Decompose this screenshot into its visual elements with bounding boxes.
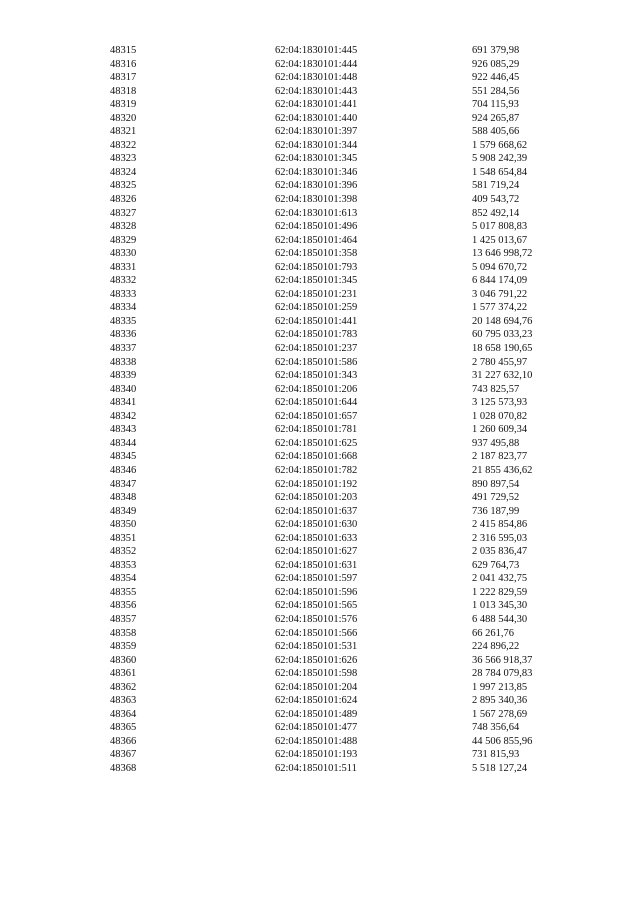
table-row <box>0 478 640 492</box>
table-row <box>0 721 640 735</box>
cadastral-value-cell: 1 425 013,67 <box>472 234 528 246</box>
table-row <box>0 207 640 221</box>
cadastral-number-cell: 62:04:1830101:344 <box>275 139 358 151</box>
cadastral-number-cell: 62:04:1850101:531 <box>275 641 358 653</box>
row-number-cell: 48348 <box>110 492 137 504</box>
table-row <box>0 342 640 356</box>
table-row <box>0 586 640 600</box>
table-row <box>0 234 640 248</box>
cadastral-number-cell: 62:04:1850101:192 <box>275 478 358 490</box>
row-number-cell: 48347 <box>110 478 137 490</box>
cadastral-number-cell: 62:04:1850101:783 <box>275 329 358 341</box>
row-number-cell: 48344 <box>110 437 137 449</box>
row-number-cell: 48336 <box>110 329 137 341</box>
cadastral-number-cell: 62:04:1850101:631 <box>275 559 358 571</box>
row-number-cell: 48364 <box>110 708 137 720</box>
table-row <box>0 288 640 302</box>
cadastral-value-cell: 491 729,52 <box>472 492 520 504</box>
table-row <box>0 667 640 681</box>
cadastral-number-cell: 62:04:1850101:565 <box>275 600 358 612</box>
row-number-cell: 48318 <box>110 85 137 97</box>
cadastral-number-cell: 62:04:1850101:586 <box>275 356 358 368</box>
table-row <box>0 627 640 641</box>
cadastral-value-cell: 13 646 998,72 <box>472 248 533 260</box>
cadastral-number-cell: 62:04:1850101:345 <box>275 275 358 287</box>
cadastral-value-cell: 44 506 855,96 <box>472 735 533 747</box>
cadastral-value-cell: 6 844 174,09 <box>472 275 528 287</box>
table-row <box>0 152 640 166</box>
table-row <box>0 166 640 180</box>
row-number-cell: 48355 <box>110 586 137 598</box>
row-number-cell: 48341 <box>110 397 137 409</box>
table-row <box>0 559 640 573</box>
cadastral-number-cell: 62:04:1830101:346 <box>275 166 358 178</box>
cadastral-value-cell: 409 543,72 <box>472 194 520 206</box>
table-row <box>0 112 640 126</box>
cadastral-value-cell: 2 316 595,03 <box>472 532 528 544</box>
cadastral-value-cell: 852 492,14 <box>472 207 520 219</box>
table-row <box>0 681 640 695</box>
table-row <box>0 708 640 722</box>
cadastral-number-cell: 62:04:1850101:566 <box>275 627 358 639</box>
row-number-cell: 48361 <box>110 668 137 680</box>
row-number-cell: 48323 <box>110 153 137 165</box>
cadastral-number-cell: 62:04:1850101:624 <box>275 695 358 707</box>
cadastral-number-cell: 62:04:1850101:637 <box>275 505 358 517</box>
table-row <box>0 694 640 708</box>
table-row <box>0 261 640 275</box>
table-row <box>0 193 640 207</box>
table-row <box>0 125 640 139</box>
cadastral-value-cell: 937 495,88 <box>472 437 520 449</box>
cadastral-value-cell: 224 896,22 <box>472 641 520 653</box>
cadastral-number-cell: 62:04:1830101:440 <box>275 112 358 124</box>
table-row <box>0 274 640 288</box>
table-row <box>0 383 640 397</box>
table-row <box>0 423 640 437</box>
row-number-cell: 48315 <box>110 45 137 56</box>
row-number-cell: 48368 <box>110 762 137 774</box>
row-number-cell: 48358 <box>110 627 137 639</box>
table-row <box>0 71 640 85</box>
cadastral-value-cell: 1 028 070,82 <box>472 410 528 422</box>
row-number-cell: 48317 <box>110 72 137 84</box>
cadastral-number-cell: 62:04:1830101:396 <box>275 180 358 192</box>
cadastral-number-cell: 62:04:1850101:204 <box>275 681 358 693</box>
row-number-cell: 48338 <box>110 356 137 368</box>
cadastral-value-cell: 31 227 632,10 <box>472 370 533 382</box>
cadastral-number-cell: 62:04:1850101:488 <box>275 735 358 747</box>
cadastral-value-cell: 2 035 836,47 <box>472 546 528 558</box>
cadastral-number-cell: 62:04:1850101:627 <box>275 546 358 558</box>
table-row <box>0 98 640 112</box>
cadastral-number-cell: 62:04:1850101:511 <box>275 762 357 774</box>
row-number-cell: 48343 <box>110 424 137 436</box>
cadastral-value-cell: 691 379,98 <box>472 45 520 56</box>
cadastral-value-cell: 1 997 213,85 <box>472 681 528 693</box>
row-number-cell: 48349 <box>110 505 137 517</box>
cadastral-value-cell: 743 825,57 <box>472 383 520 395</box>
row-number-cell: 48362 <box>110 681 137 693</box>
row-number-cell: 48345 <box>110 451 137 463</box>
cadastral-value-cell: 629 764,73 <box>472 559 520 571</box>
cadastral-value-cell: 2 780 455,97 <box>472 356 528 368</box>
cadastral-value-cell: 1 260 609,34 <box>472 424 528 436</box>
table-row <box>0 396 640 410</box>
table-row <box>0 545 640 559</box>
cadastral-value-cell: 704 115,93 <box>472 99 519 111</box>
cadastral-number-cell: 62:04:1850101:237 <box>275 343 358 355</box>
cadastral-value-cell: 890 897,54 <box>472 478 520 490</box>
cadastral-value-cell: 1 222 829,59 <box>472 586 528 598</box>
row-number-cell: 48360 <box>110 654 137 666</box>
cadastral-value-cell: 1 567 278,69 <box>472 708 528 720</box>
row-number-cell: 48320 <box>110 112 137 124</box>
cadastral-number-cell: 62:04:1850101:441 <box>275 315 358 327</box>
row-number-cell: 48329 <box>110 234 137 246</box>
cadastral-value-cell: 6 488 544,30 <box>472 613 528 625</box>
cadastral-number-cell: 62:04:1830101:445 <box>275 45 358 56</box>
cadastral-number-cell: 62:04:1850101:630 <box>275 519 358 531</box>
cadastral-number-cell: 62:04:1850101:598 <box>275 668 358 680</box>
cadastral-value-cell: 5 518 127,24 <box>472 762 528 774</box>
table-row <box>0 613 640 627</box>
table-row <box>0 654 640 668</box>
cadastral-value-cell: 60 795 033,23 <box>472 329 533 341</box>
cadastral-number-cell: 62:04:1850101:657 <box>275 410 358 422</box>
cadastral-number-cell: 62:04:1850101:597 <box>275 573 358 585</box>
table-row <box>0 518 640 532</box>
row-number-cell: 48324 <box>110 166 137 178</box>
table-row <box>0 491 640 505</box>
cadastral-number-cell: 62:04:1850101:464 <box>275 234 358 246</box>
cadastral-value-cell: 926 085,29 <box>472 58 520 70</box>
cadastral-value-cell: 2 187 823,77 <box>472 451 528 463</box>
table-row <box>0 139 640 153</box>
cadastral-number-cell: 62:04:1850101:259 <box>275 302 358 314</box>
table-row <box>0 450 640 464</box>
cadastral-value-cell: 922 446,45 <box>472 72 520 84</box>
cadastral-value-cell: 66 261,76 <box>472 627 514 639</box>
row-number-cell: 48332 <box>110 275 137 287</box>
row-number-cell: 48327 <box>110 207 137 219</box>
cadastral-value-cell: 1 577 374,22 <box>472 302 528 314</box>
cadastral-number-cell: 62:04:1850101:633 <box>275 532 358 544</box>
row-number-cell: 48359 <box>110 641 137 653</box>
cadastral-value-table <box>0 44 640 776</box>
row-number-cell: 48350 <box>110 519 137 531</box>
cadastral-value-cell: 1 579 668,62 <box>472 139 528 151</box>
cadastral-number-cell: 62:04:1830101:398 <box>275 194 358 206</box>
table-row <box>0 437 640 451</box>
table-row <box>0 762 640 776</box>
table-row <box>0 85 640 99</box>
cadastral-number-cell: 62:04:1850101:596 <box>275 586 358 598</box>
row-number-cell: 48356 <box>110 600 137 612</box>
cadastral-value-cell: 581 719,24 <box>472 180 520 192</box>
cadastral-value-cell: 2 041 432,75 <box>472 573 528 585</box>
row-number-cell: 48365 <box>110 722 137 734</box>
cadastral-value-cell: 2 415 854,86 <box>472 519 528 531</box>
table-row <box>0 599 640 613</box>
cadastral-number-cell: 62:04:1830101:448 <box>275 72 358 84</box>
cadastral-value-cell: 20 148 694,76 <box>472 315 533 327</box>
cadastral-number-cell: 62:04:1830101:443 <box>275 85 358 97</box>
row-number-cell: 48331 <box>110 261 137 273</box>
cadastral-number-cell: 62:04:1850101:782 <box>275 464 358 476</box>
cadastral-number-cell: 62:04:1850101:489 <box>275 708 358 720</box>
cadastral-value-cell: 21 855 436,62 <box>472 464 533 476</box>
cadastral-number-cell: 62:04:1850101:781 <box>275 424 358 436</box>
cadastral-number-cell: 62:04:1850101:231 <box>275 288 358 300</box>
table-row <box>0 748 640 762</box>
table-row <box>0 572 640 586</box>
row-number-cell: 48325 <box>110 180 137 192</box>
cadastral-number-cell: 62:04:1850101:644 <box>275 397 358 409</box>
table-row <box>0 328 640 342</box>
row-number-cell: 48334 <box>110 302 137 314</box>
row-number-cell: 48319 <box>110 99 137 111</box>
table-row <box>0 464 640 478</box>
row-number-cell: 48346 <box>110 464 137 476</box>
row-number-cell: 48363 <box>110 695 137 707</box>
cadastral-value-cell: 748 356,64 <box>472 722 520 734</box>
table-row <box>0 44 640 58</box>
row-number-cell: 48366 <box>110 735 137 747</box>
cadastral-value-cell: 5 017 808,83 <box>472 221 528 233</box>
cadastral-number-cell: 62:04:1850101:576 <box>275 613 358 625</box>
row-number-cell: 48322 <box>110 139 137 151</box>
cadastral-number-cell: 62:04:1850101:625 <box>275 437 358 449</box>
cadastral-number-cell: 62:04:1850101:626 <box>275 654 358 666</box>
cadastral-value-cell: 5 908 242,39 <box>472 153 528 165</box>
table-row <box>0 369 640 383</box>
table-row <box>0 315 640 329</box>
table-row <box>0 532 640 546</box>
row-number-cell: 48328 <box>110 221 137 233</box>
cadastral-number-cell: 62:04:1830101:441 <box>275 99 358 111</box>
cadastral-number-cell: 62:04:1850101:343 <box>275 370 358 382</box>
table-row <box>0 735 640 749</box>
cadastral-value-cell: 2 895 340,36 <box>472 695 528 707</box>
cadastral-number-cell: 62:04:1850101:496 <box>275 221 358 233</box>
row-number-cell: 48337 <box>110 343 137 355</box>
cadastral-number-cell: 62:04:1850101:193 <box>275 749 358 761</box>
table-row <box>0 58 640 72</box>
table-row <box>0 247 640 261</box>
cadastral-value-cell: 36 566 918,37 <box>472 654 533 666</box>
row-number-cell: 48316 <box>110 58 137 70</box>
row-number-cell: 48321 <box>110 126 137 138</box>
table-row <box>0 505 640 519</box>
table-row <box>0 640 640 654</box>
row-number-cell: 48357 <box>110 613 137 625</box>
row-number-cell: 48339 <box>110 370 137 382</box>
cadastral-value-cell: 588 405,66 <box>472 126 520 138</box>
table-row <box>0 356 640 370</box>
cadastral-number-cell: 62:04:1830101:345 <box>275 153 358 165</box>
row-number-cell: 48351 <box>110 532 137 544</box>
cadastral-value-cell: 924 265,87 <box>472 112 520 124</box>
cadastral-number-cell: 62:04:1830101:444 <box>275 58 358 70</box>
cadastral-number-cell: 62:04:1850101:793 <box>275 261 358 273</box>
cadastral-value-cell: 736 187,99 <box>472 505 520 517</box>
cadastral-number-cell: 62:04:1850101:206 <box>275 383 358 395</box>
table-row <box>0 410 640 424</box>
table-row <box>0 301 640 315</box>
cadastral-value-cell: 5 094 670,72 <box>472 261 528 273</box>
row-number-cell: 48340 <box>110 383 137 395</box>
row-number-cell: 48342 <box>110 410 137 422</box>
row-number-cell: 48367 <box>110 749 137 761</box>
cadastral-number-cell: 62:04:1850101:668 <box>275 451 358 463</box>
cadastral-number-cell: 62:04:1830101:397 <box>275 126 358 138</box>
cadastral-value-cell: 551 284,56 <box>472 85 520 97</box>
row-number-cell: 48330 <box>110 248 137 260</box>
cadastral-value-cell: 28 784 079,83 <box>472 668 533 680</box>
row-number-cell: 48333 <box>110 288 137 300</box>
table-row <box>0 179 640 193</box>
cadastral-value-cell: 1 548 654,84 <box>472 166 528 178</box>
cadastral-value-cell: 3 046 791,22 <box>472 288 528 300</box>
cadastral-value-cell: 731 815,93 <box>472 749 520 761</box>
row-number-cell: 48353 <box>110 559 137 571</box>
cadastral-value-cell: 1 013 345,30 <box>472 600 528 612</box>
cadastral-value-cell: 3 125 573,93 <box>472 397 528 409</box>
row-number-cell: 48335 <box>110 315 137 327</box>
row-number-cell: 48354 <box>110 573 137 585</box>
row-number-cell: 48352 <box>110 546 137 558</box>
row-number-cell: 48326 <box>110 194 137 206</box>
table-row <box>0 220 640 234</box>
cadastral-number-cell: 62:04:1850101:477 <box>275 722 358 734</box>
cadastral-number-cell: 62:04:1830101:613 <box>275 207 358 219</box>
cadastral-number-cell: 62:04:1850101:203 <box>275 492 358 504</box>
cadastral-value-cell: 18 658 190,65 <box>472 343 533 355</box>
cadastral-number-cell: 62:04:1850101:358 <box>275 248 358 260</box>
